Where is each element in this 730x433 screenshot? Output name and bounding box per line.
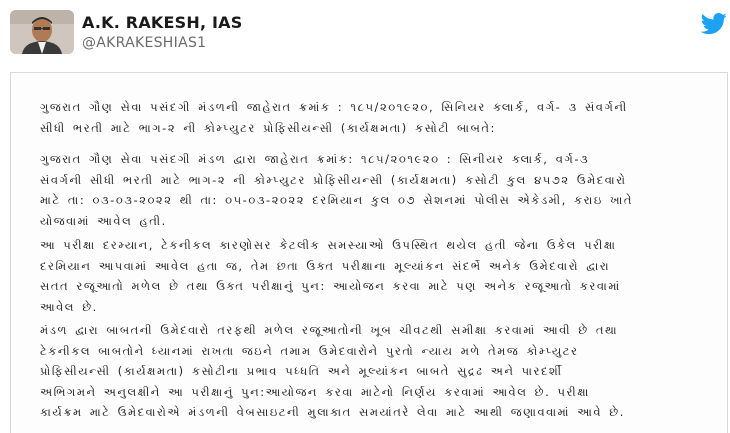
account-name[interactable]: A.K. RAKESH, IAS xyxy=(82,13,243,32)
notice-paragraph-3: મંડળ દ્વારા બાબતની ઉમેદવારો તરફથી મળેલ રજૂઆતોની ખૂબ ચીવટથી સમીક્ષા કરવામાં આવી છે તથા ટેકનીકલ બાબતોને ધ્યાનમાં રાખતા જઇને તમામ ઉમેદવારોને પુરતો ન્યાય મળે તેમજ કોમ્પ્યુટર પ્રોફિસીયન્સી (કાર્યક્ષમતા) કસોટીના પ્રભાવ પધ્ધતિ અને મૂલ્યાંકન બાબતે સુદ્રઢ અને પારદર્શી અભિગમને અનુલક્ષીને આ પરીક્ષાનું પુન:આયોજન કરવા માટેનો નિર્ણય કરવામાં આવેલ છે. પરીક્ષા કાર્યક્રમ માટે ઉમેદવારોએ મંડળની વેબસાઇટની મુલાકાત સમયાંતરે લેવા માટે આથી જણાવવામાં આવે છે. xyxy=(40,323,625,419)
tweet-header xyxy=(0,0,730,62)
avatar[interactable] xyxy=(10,10,74,54)
notice-paragraph-1: ગુજરાત ગૌણ સેવા પસંદગી મંડળ દ્વારા જાહેરાત ક્રમાંક: ૧૮૫/૨૦૧૯૨૦ : સિનીયર ક્લાર્ક, વર્ગ-૩ સંવર્ગની સીધી ભરતી માટે ભાગ-૨ ની કોમ્પ્યુટર પ્રોફિસીયન્સી (કાર્યક્ષમતા) કસોટી કુલ ૪૫૭૨ ઉમેદવારો માટે તા: ૦૩-૦૩-૨૦૨૨ થી તા: ૦૫-૦૩-૨૦૨૨ દરમિયાન કુલ ૦૭ સેશનમાં પોલીસ એકેડમી, કરાઇ ખાતે યોજવામાં આવેલ હતી. xyxy=(40,152,633,228)
twitter-bird-icon[interactable] xyxy=(700,13,728,35)
account-handle[interactable]: @AKRAKESHIAS1 xyxy=(82,35,207,51)
notice-paragraph-2: આ પરીક્ષા દરમ્યાન, ટેકનીકલ કારણોસર કેટલીક સમસ્યાઓ ઉપસ્થિત થયેલ હતી જેના ઉકેલ પરીક્ષા દરમિયાન આપવામાં આવેલ હતા જ, તેમ છતા ઉક્ત પરીક્ષાના મૂલ્યાંકન સંદર્ભે અનેક ઉમેદવારો દ્વારા સતત રજૂઆતો મળેલ છે તથા ઉક્ત પરીક્ષાનું પુન: આયોજન કરવા માટે પણ અનેક રજૂઆતો કરવામાં આવેલ છે. xyxy=(40,238,621,314)
notice-subject: ગુજરાત ગૌણ સેવા પસંદગી મંડળની જાહેરાત ક્રમાંક : ૧૮૫/૨૦૧૯૨૦, સિનિયર ક્લાર્ક, વર્ગ- ૩ સંવર્ગની સીધી ભરતી માટે ભાગ-૨ ની કોમ્પ્યુટર પ્રોફિસીયન્સી (કાર્યક્ષમતા) કસોટી બાબતે: xyxy=(40,100,628,135)
profile-photo-icon xyxy=(10,10,74,54)
